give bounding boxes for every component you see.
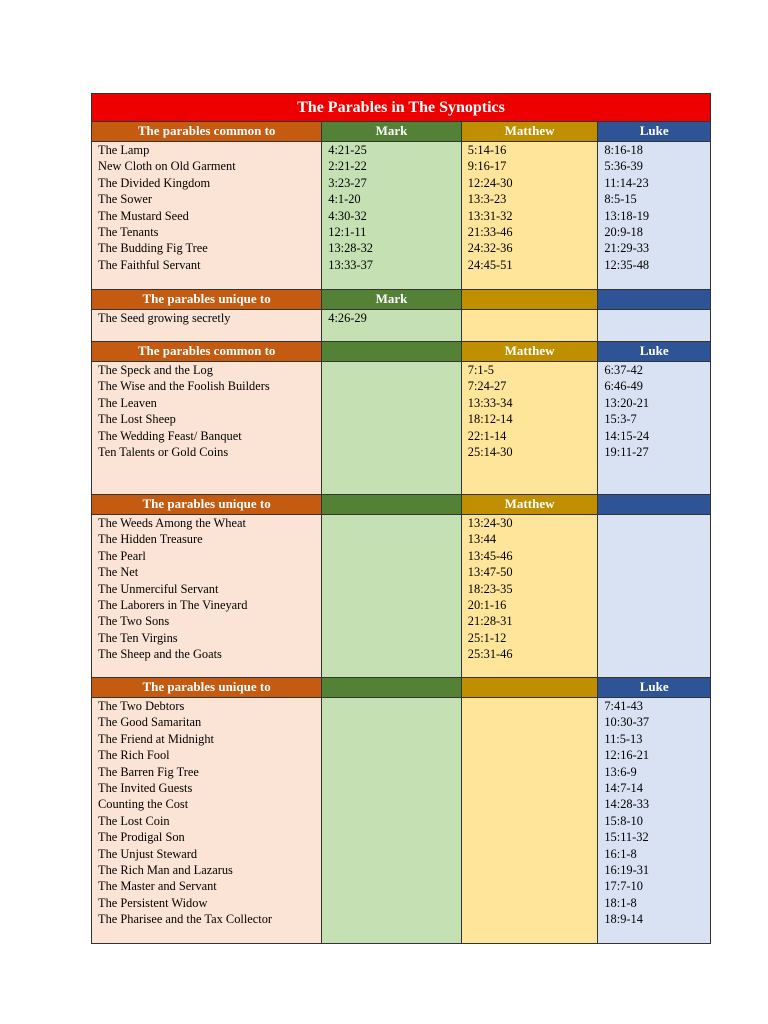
parable-name: The Two Debtors [98, 699, 185, 713]
matthew-reference: 13:45-46 [467, 548, 513, 563]
column-luke [598, 310, 710, 341]
mark-header: Mark [322, 122, 462, 141]
matthew-reference: 18:23-35 [467, 581, 513, 596]
column-matthew [462, 515, 599, 677]
parable-name: Counting the Cost [98, 797, 189, 812]
column-mark [322, 310, 462, 341]
parable-name: The Pearl [98, 548, 146, 563]
section-label: The parables common to [92, 122, 322, 141]
parable-name: The Speck and the Log [98, 363, 213, 377]
section-header-row [92, 494, 710, 514]
table-section [91, 341, 711, 494]
section-header-row [92, 341, 710, 361]
table-section [91, 289, 711, 341]
column-luke [598, 515, 710, 677]
matthew-reference: 20:1-16 [467, 597, 507, 612]
column-luke [598, 698, 710, 943]
parable-name: The Divided Kingdom [98, 175, 211, 190]
section-label: The parables unique to [92, 290, 322, 309]
column-luke [598, 142, 710, 289]
luke-reference: 14:7-14 [604, 780, 643, 795]
column-matthew [462, 698, 599, 943]
luke-reference: 16:19-31 [604, 862, 650, 877]
parable-name: The Faithful Servant [98, 257, 201, 272]
column-mark [322, 362, 462, 494]
luke-reference: 12:35-48 [604, 257, 650, 272]
mark-reference: 4:30-32 [328, 208, 367, 223]
matthew-reference: 25:1-12 [467, 630, 507, 645]
luke-reference: 6:37-42 [604, 363, 643, 377]
column-mark [322, 515, 462, 677]
luke-reference: 11:5-13 [604, 731, 643, 746]
parable-name: The Friend at Midnight [98, 731, 214, 746]
column-mark [322, 142, 462, 289]
matthew-header: Matthew [462, 495, 599, 514]
parable-name: The Wedding Feast/ Banquet [98, 428, 242, 443]
column-matthew [462, 142, 599, 289]
parable-name: The Rich Man and Lazarus [98, 862, 233, 877]
column-parables [92, 310, 322, 341]
column-mark [322, 698, 462, 943]
section-body [92, 361, 710, 494]
mark-header [322, 342, 462, 361]
parable-name: The Two Sons [98, 614, 170, 629]
parable-name: The Wise and the Foolish Builders [98, 379, 270, 394]
parable-name: The Leaven [98, 395, 157, 410]
mark-header [322, 678, 462, 697]
section-body [92, 697, 710, 943]
matthew-reference: 12:24-30 [467, 175, 513, 190]
mark-header [322, 495, 462, 514]
table-section [91, 677, 711, 944]
section-body [92, 309, 710, 341]
matthew-reference: 24:45-51 [467, 257, 513, 272]
luke-reference: 11:14-23 [604, 175, 649, 190]
luke-reference: 12:16-21 [604, 748, 650, 763]
matthew-reference: 7:24-27 [467, 379, 507, 394]
luke-header: Luke [598, 122, 710, 141]
mark-reference: 4:1-20 [328, 192, 361, 207]
parable-name: The Pharisee and the Tax Collector [98, 912, 273, 927]
luke-reference: 13:6-9 [604, 764, 637, 779]
luke-reference: 19:11-27 [604, 444, 649, 459]
mark-reference: 13:33-37 [328, 257, 373, 272]
luke-reference: 20:9-18 [604, 224, 643, 239]
luke-reference: 8:16-18 [604, 143, 643, 157]
column-matthew [462, 310, 599, 341]
mark-header: Mark [322, 290, 462, 309]
matthew-reference: 21:33-46 [467, 224, 513, 239]
parable-name: The Seed growing secretly [98, 311, 231, 325]
table-title: The Parables in The Synoptics [91, 93, 711, 121]
parable-name: The Barren Fig Tree [98, 764, 199, 779]
mark-reference: 4:26-29 [328, 311, 367, 325]
table-sections [91, 121, 711, 944]
matthew-header [462, 290, 599, 309]
parable-name: The Persistent Widow [98, 895, 208, 910]
section-label: The parables common to [92, 342, 322, 361]
luke-reference: 10:30-37 [604, 715, 650, 730]
parable-name: The Master and Servant [98, 879, 217, 894]
table-section [91, 494, 711, 677]
luke-reference: 6:46-49 [604, 379, 643, 394]
mark-reference: 12:1-11 [328, 224, 367, 239]
section-header-row [92, 121, 710, 141]
parable-name: Ten Talents or Gold Coins [98, 444, 229, 459]
parable-name: New Cloth on Old Garment [98, 159, 236, 174]
matthew-header [462, 678, 599, 697]
column-parables [92, 515, 322, 677]
section-body [92, 141, 710, 289]
parable-name: The Lost Sheep [98, 412, 176, 427]
mark-reference: 13:28-32 [328, 241, 373, 256]
mark-reference: 3:23-27 [328, 175, 367, 190]
parable-name: The Prodigal Son [98, 830, 185, 845]
parables-table [91, 93, 711, 944]
matthew-reference: 13:3-23 [467, 192, 507, 207]
luke-header: Luke [598, 342, 710, 361]
luke-reference: 13:20-21 [604, 395, 650, 410]
luke-reference: 21:29-33 [604, 241, 650, 256]
column-luke [598, 362, 710, 494]
parable-name: The Budding Fig Tree [98, 241, 208, 256]
matthew-reference: 13:33-34 [467, 395, 513, 410]
parable-name: The Weeds Among the Wheat [98, 516, 246, 530]
luke-reference: 18:9-14 [604, 912, 643, 927]
matthew-reference: 7:1-5 [467, 363, 494, 377]
parable-name: The Sower [98, 192, 153, 207]
section-label: The parables unique to [92, 495, 322, 514]
matthew-reference: 13:31-32 [467, 208, 513, 223]
parable-name: The Unjust Steward [98, 846, 198, 861]
luke-reference: 15:11-32 [604, 830, 649, 845]
luke-reference: 13:18-19 [604, 208, 650, 223]
matthew-header: Matthew [462, 122, 599, 141]
parable-name: The Ten Virgins [98, 630, 178, 645]
parable-name: The Hidden Treasure [98, 532, 203, 547]
luke-reference: 15:8-10 [604, 813, 643, 828]
section-label: The parables unique to [92, 678, 322, 697]
luke-reference: 14:28-33 [604, 797, 650, 812]
parable-name: The Laborers in The Vineyard [98, 597, 248, 612]
parable-name: The Lost Coin [98, 813, 170, 828]
luke-header: Luke [598, 678, 710, 697]
matthew-reference: 25:31-46 [467, 647, 513, 662]
luke-reference: 15:3-7 [604, 412, 637, 427]
luke-header [598, 290, 710, 309]
luke-reference: 17:7-10 [604, 879, 643, 894]
matthew-header: Matthew [462, 342, 599, 361]
table-section [91, 121, 711, 289]
parable-name: The Sheep and the Goats [98, 647, 222, 662]
parable-name: The Invited Guests [98, 780, 193, 795]
section-header-row [92, 289, 710, 309]
luke-reference: 7:41-43 [604, 699, 643, 713]
matthew-reference: 25:14-30 [467, 444, 513, 459]
matthew-reference: 24:32-36 [467, 241, 513, 256]
column-parables [92, 698, 322, 943]
matthew-reference: 22:1-14 [467, 428, 507, 443]
column-parables [92, 362, 322, 494]
luke-reference: 8:5-15 [604, 192, 637, 207]
section-body [92, 514, 710, 677]
luke-reference: 16:1-8 [604, 846, 637, 861]
mark-reference: 2:21-22 [328, 159, 367, 174]
column-parables [92, 142, 322, 289]
matthew-reference: 13:47-50 [467, 565, 513, 580]
matthew-reference: 13:44 [467, 532, 497, 547]
matthew-reference: 9:16-17 [467, 159, 507, 174]
matthew-reference: 5:14-16 [467, 143, 507, 157]
parable-name: The Mustard Seed [98, 208, 189, 223]
parable-name: The Good Samaritan [98, 715, 202, 730]
luke-header [598, 495, 710, 514]
luke-reference: 14:15-24 [604, 428, 650, 443]
luke-reference: 18:1-8 [604, 895, 637, 910]
parable-name: The Unmerciful Servant [98, 581, 219, 596]
luke-reference: 5:36-39 [604, 159, 643, 174]
matthew-reference: 18:12-14 [467, 412, 513, 427]
column-matthew [462, 362, 599, 494]
mark-reference: 4:21-25 [328, 143, 367, 157]
parable-name: The Rich Fool [98, 748, 170, 763]
matthew-reference: 13:24-30 [467, 516, 513, 530]
parable-name: The Lamp [98, 143, 150, 157]
parable-name: The Net [98, 565, 139, 580]
parable-name: The Tenants [98, 224, 159, 239]
section-header-row [92, 677, 710, 697]
matthew-reference: 21:28-31 [467, 614, 513, 629]
